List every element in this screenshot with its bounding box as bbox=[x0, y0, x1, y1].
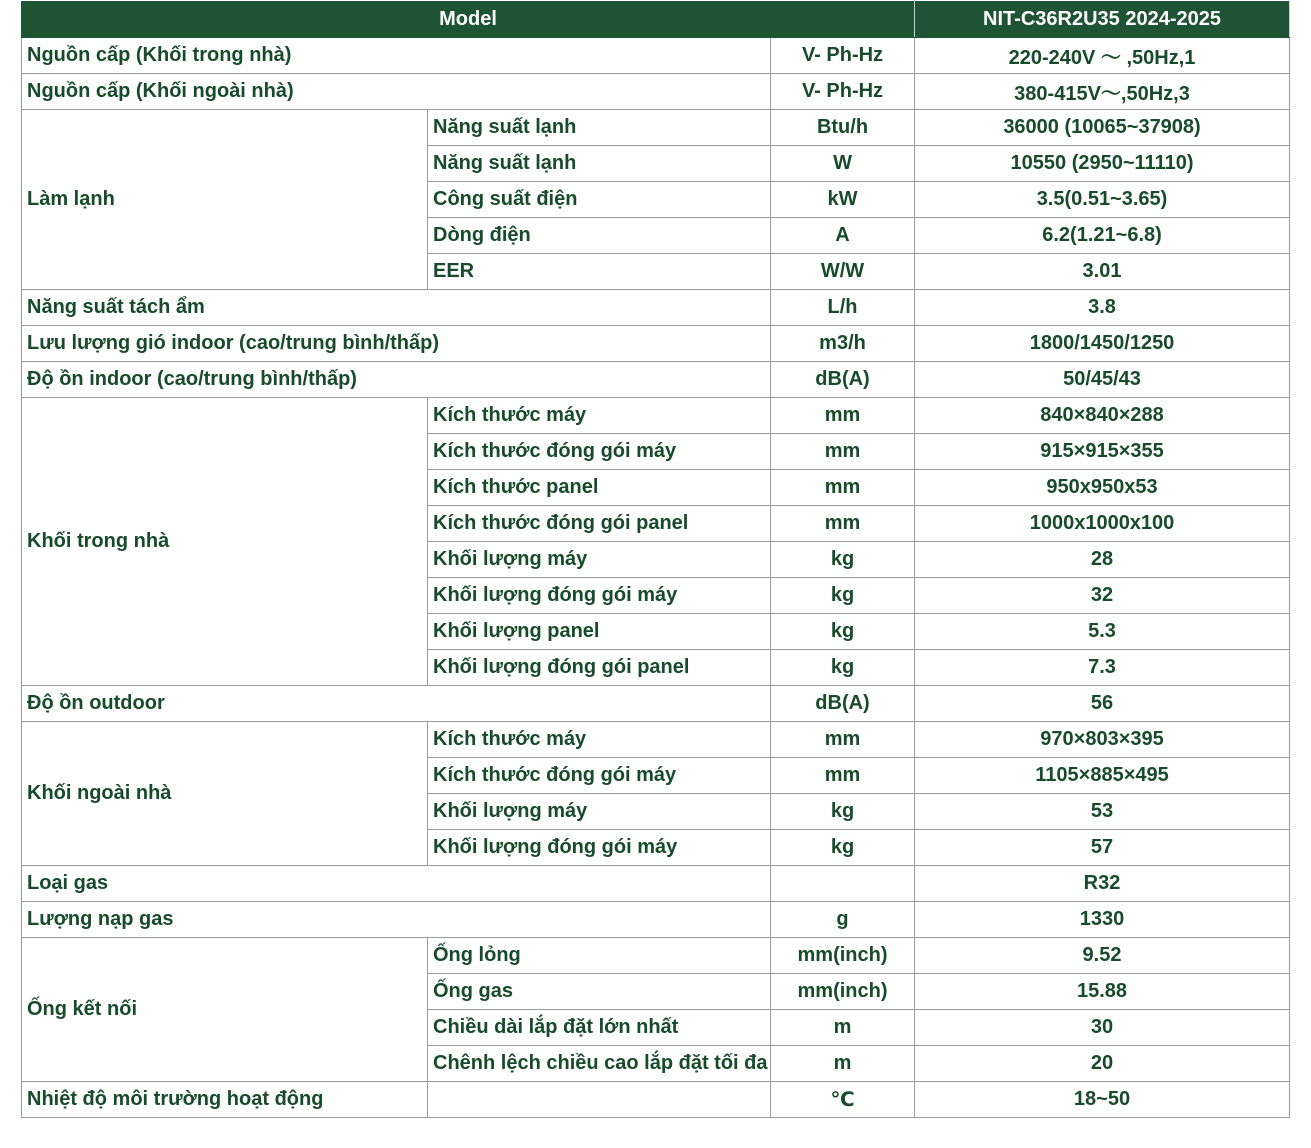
row-unit: Btu/h bbox=[771, 110, 915, 146]
row-unit: kg bbox=[771, 578, 915, 614]
row-unit: kW bbox=[771, 182, 915, 218]
row-value: 1000x1000x100 bbox=[915, 506, 1290, 542]
row-label: Nhiệt độ môi trường hoạt động bbox=[22, 1082, 428, 1118]
model-value: NIT-C36R2U35 2024-2025 bbox=[915, 2, 1290, 38]
row-label: Nguồn cấp (Khối trong nhà) bbox=[22, 38, 771, 74]
model-label: Model bbox=[22, 2, 915, 38]
row-unit: g bbox=[771, 902, 915, 938]
row-value: 5.3 bbox=[915, 614, 1290, 650]
sub-label: Khối lượng máy bbox=[428, 794, 771, 830]
table-row bbox=[22, 290, 1290, 326]
row-unit: kg bbox=[771, 650, 915, 686]
row-value: 220-240V ～ ,50Hz,1 bbox=[915, 38, 1290, 74]
row-unit: mm bbox=[771, 722, 915, 758]
row-value: 10550 (2950~11110) bbox=[915, 146, 1290, 182]
sub-label: Khối lượng máy bbox=[428, 542, 771, 578]
row-value: 7.3 bbox=[915, 650, 1290, 686]
row-value: 970×803×395 bbox=[915, 722, 1290, 758]
sub-label: Khối lượng đóng gói panel bbox=[428, 650, 771, 686]
row-value: 15.88 bbox=[915, 974, 1290, 1010]
row-value: 3.5(0.51~3.65) bbox=[915, 182, 1290, 218]
sub-label: Kích thước đóng gói máy bbox=[428, 434, 771, 470]
row-value: 3.01 bbox=[915, 254, 1290, 290]
row-unit: mm bbox=[771, 398, 915, 434]
row-value: 57 bbox=[915, 830, 1290, 866]
row-unit: W/W bbox=[771, 254, 915, 290]
sub-label: Khối lượng đóng gói máy bbox=[428, 578, 771, 614]
row-unit bbox=[771, 866, 915, 902]
table-row bbox=[22, 902, 1290, 938]
row-unit: A bbox=[771, 218, 915, 254]
row-value: 915×915×355 bbox=[915, 434, 1290, 470]
sub-label: Kích thước đóng gói máy bbox=[428, 758, 771, 794]
row-unit: mm(inch) bbox=[771, 938, 915, 974]
group-label: Làm lạnh bbox=[22, 110, 428, 290]
row-value: 32 bbox=[915, 578, 1290, 614]
table-row bbox=[22, 686, 1290, 722]
row-value: 53 bbox=[915, 794, 1290, 830]
row-unit: V- Ph-Hz bbox=[771, 74, 915, 110]
sub-label: Khối lượng đóng gói máy bbox=[428, 830, 771, 866]
sub-label: Kích thước đóng gói panel bbox=[428, 506, 771, 542]
row-value: 380-415V～,50Hz,3 bbox=[915, 74, 1290, 110]
row-unit: W bbox=[771, 146, 915, 182]
row-value: 3.8 bbox=[915, 290, 1290, 326]
sub-label: Năng suất lạnh bbox=[428, 146, 771, 182]
row-value: 9.52 bbox=[915, 938, 1290, 974]
row-unit: mm bbox=[771, 470, 915, 506]
sub-label: Chênh lệch chiều cao lắp đặt tối đa bbox=[428, 1046, 771, 1082]
row-value: 56 bbox=[915, 686, 1290, 722]
sub-label: Năng suất lạnh bbox=[428, 110, 771, 146]
row-value: 1105×885×495 bbox=[915, 758, 1290, 794]
sub-label: Dòng điện bbox=[428, 218, 771, 254]
table-row bbox=[22, 398, 1290, 434]
sub-label: Kích thước panel bbox=[428, 470, 771, 506]
row-label: Độ ồn outdoor bbox=[22, 686, 771, 722]
row-unit: kg bbox=[771, 542, 915, 578]
sub-label bbox=[428, 1082, 771, 1118]
row-label: Lượng nạp gas bbox=[22, 902, 771, 938]
sub-label: Ống gas bbox=[428, 974, 771, 1010]
row-value: 1800/1450/1250 bbox=[915, 326, 1290, 362]
row-value: 6.2(1.21~6.8) bbox=[915, 218, 1290, 254]
row-unit: V- Ph-Hz bbox=[771, 38, 915, 74]
row-label: Độ ồn indoor (cao/trung bình/thấp) bbox=[22, 362, 771, 398]
row-value: 840×840×288 bbox=[915, 398, 1290, 434]
row-unit: mm(inch) bbox=[771, 974, 915, 1010]
table-row bbox=[22, 938, 1290, 974]
row-value: 20 bbox=[915, 1046, 1290, 1082]
row-unit: mm bbox=[771, 506, 915, 542]
table-row bbox=[22, 74, 1290, 110]
table-row bbox=[22, 722, 1290, 758]
row-unit: mm bbox=[771, 758, 915, 794]
sub-label: Công suất điện bbox=[428, 182, 771, 218]
row-unit: L/h bbox=[771, 290, 915, 326]
group-label: Ống kết nối bbox=[22, 938, 428, 1082]
sub-label: Khối lượng panel bbox=[428, 614, 771, 650]
table-row bbox=[22, 866, 1290, 902]
row-unit: kg bbox=[771, 830, 915, 866]
group-label: Khối trong nhà bbox=[22, 398, 428, 686]
row-label: Năng suất tách ẩm bbox=[22, 290, 771, 326]
row-value: 50/45/43 bbox=[915, 362, 1290, 398]
row-unit: m bbox=[771, 1046, 915, 1082]
spec-table bbox=[21, 1, 1290, 1118]
row-unit: mm bbox=[771, 434, 915, 470]
row-unit: ℃ bbox=[771, 1082, 915, 1118]
table-row bbox=[22, 326, 1290, 362]
sub-label: Kích thước máy bbox=[428, 398, 771, 434]
table-row bbox=[22, 110, 1290, 146]
row-unit: dB(A) bbox=[771, 686, 915, 722]
sub-label: Chiều dài lắp đặt lớn nhất bbox=[428, 1010, 771, 1046]
table-row bbox=[22, 1082, 1290, 1118]
row-label: Lưu lượng gió indoor (cao/trung bình/thấp) bbox=[22, 326, 771, 362]
header-row bbox=[22, 2, 1290, 38]
row-value: 18~50 bbox=[915, 1082, 1290, 1118]
row-value: 950x950x53 bbox=[915, 470, 1290, 506]
row-label: Loại gas bbox=[22, 866, 771, 902]
row-unit: m bbox=[771, 1010, 915, 1046]
row-value: 30 bbox=[915, 1010, 1290, 1046]
row-unit: m3/h bbox=[771, 326, 915, 362]
row-value: 36000 (10065~37908) bbox=[915, 110, 1290, 146]
sub-label: Kích thước máy bbox=[428, 722, 771, 758]
row-value: 28 bbox=[915, 542, 1290, 578]
row-label: Nguồn cấp (Khối ngoài nhà) bbox=[22, 74, 771, 110]
table-row bbox=[22, 38, 1290, 74]
sub-label: EER bbox=[428, 254, 771, 290]
row-value: 1330 bbox=[915, 902, 1290, 938]
row-unit: kg bbox=[771, 614, 915, 650]
table-row bbox=[22, 362, 1290, 398]
row-value: R32 bbox=[915, 866, 1290, 902]
row-unit: kg bbox=[771, 794, 915, 830]
group-label: Khối ngoài nhà bbox=[22, 722, 428, 866]
row-unit: dB(A) bbox=[771, 362, 915, 398]
sub-label: Ống lỏng bbox=[428, 938, 771, 974]
